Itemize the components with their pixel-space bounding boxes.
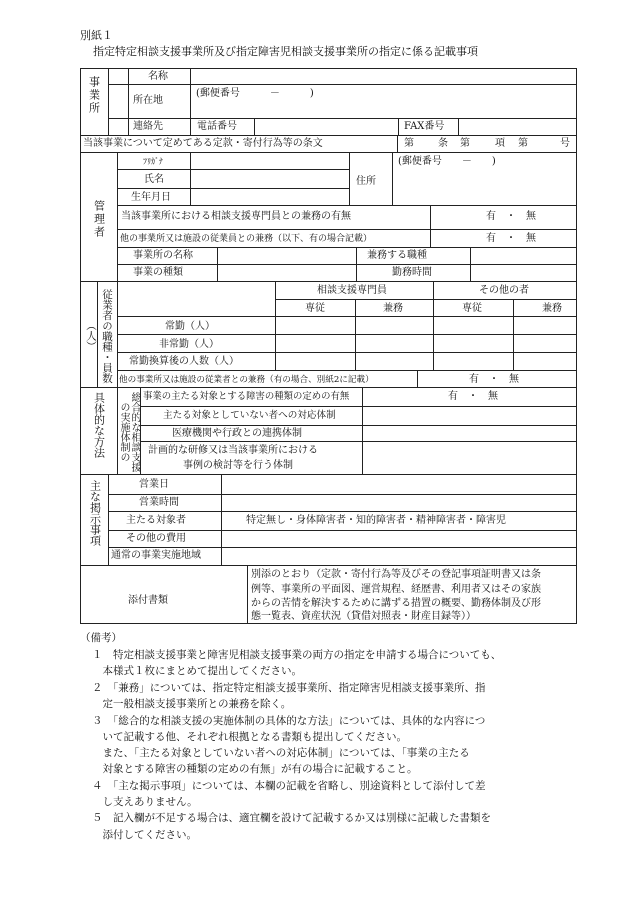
display-business-hours-label: 営業時間 [139, 497, 179, 508]
display-business-days-label: 営業日 [139, 479, 169, 490]
office-address-label: 所在地 [133, 95, 163, 106]
system-inner-label: 総合的な相談支援の実施体制の [118, 392, 140, 472]
office-fax-label: FAX番号 [404, 121, 445, 132]
display-area-label: 通常の事業実施地域 [111, 550, 201, 561]
articles-dai1: 第 [404, 138, 414, 149]
note-line-11: ５ 記入欄が不足する場合は、適宜欄を設けて記載するか又は別様に記載した書類を [92, 812, 491, 824]
staff-section-label: 従業者の職種・員数（人） [85, 288, 113, 384]
staff-parttime-label: 非常勤（人） [159, 339, 219, 350]
system-row4-line2: 事例の検討等を行う体制 [183, 460, 293, 471]
manager-postal-code: (郵便番号 － ) [398, 156, 496, 167]
staff-specialist-header: 相談支援専門員 [317, 285, 387, 296]
note-line-8: 対象とする障害の種類の定めの有無」が有の場合に記載すること。 [92, 763, 418, 775]
manager-position-label: 兼務する職種 [367, 250, 427, 261]
manager-concurrent-other-label: 他の事業所又は施設の従業員との兼務（以下、有の場合記載） [120, 234, 373, 244]
articles-label: 当該事業について定めてある定款・寄付行為等の条文 [83, 138, 323, 149]
office-contact-label: 連絡先 [133, 121, 163, 132]
manager-name-label: 氏名 [144, 174, 164, 185]
system-row4-line1: 計画的な研修又は当該事業所における [148, 445, 318, 456]
manager-office-name-label: 事業所の名称 [133, 250, 193, 261]
staff-fte-label: 常勤換算後の人数（人） [129, 356, 239, 367]
note-line-4: 定一般相談支援事業所との兼務を除く。 [92, 698, 292, 710]
note-line-3: ２ 「兼務」については、指定特定相談支援事業所、指定障害児相談支援事業所、指 [92, 682, 486, 694]
form-title: 指定特定相談支援事業所及び指定障害児相談支援事業所の指定に係る記載事項 [93, 45, 478, 58]
staff-other-header: その他の者 [479, 285, 529, 296]
attachment-line-2: 例等、事業所の平面図、運営規程、経歴書、利用者又はその家族 [251, 583, 541, 595]
manager-hours-label: 勤務時間 [392, 267, 432, 278]
display-main-target-value: 特定無し・身体障害者・知的障害者・精神障害者・障害児 [246, 515, 506, 526]
note-line-9: ４ 「主な掲示事項」については、本欄の記載を省略し、別途資料として添付して差 [92, 780, 486, 792]
manager-address-label: 住所 [356, 176, 376, 187]
manager-birthdate-label: 生年月日 [131, 192, 171, 203]
staff-specialist-concurrent: 兼務 [383, 303, 403, 314]
annex-label: 別紙１ [80, 29, 113, 42]
manager-concurrent-specialist-label: 当該事業所における相談支援専門員との兼務の有無 [121, 211, 351, 222]
system-row2-label: 主たる対象としていない者への対応体制 [163, 410, 336, 421]
staff-other-facility-choice: 有 ・ 無 [469, 374, 519, 385]
office-section-label: 事業所 [87, 76, 101, 115]
display-section-label: 主な掲示事項 [88, 480, 102, 546]
manager-section-label: 管理者 [92, 200, 106, 239]
note-line-7: また、「主たる対象としていない者への対応体制」については、「事業の主たる [92, 747, 470, 759]
articles-jou: 条 [438, 138, 448, 149]
system-row1-choice: 有 ・ 無 [448, 391, 498, 402]
office-phone-label: 電話番号 [197, 121, 237, 132]
staff-other-concurrent: 兼務 [542, 303, 562, 314]
display-main-target-label: 主たる対象者 [126, 515, 186, 526]
articles-kou: 項 [495, 138, 505, 149]
manager-furigana-label: ﾌﾘｶﾞﾅ [143, 157, 163, 166]
system-outer-label: 具体的な方法 [92, 392, 106, 458]
note-line-10: し支えありません。 [92, 796, 198, 808]
staff-specialist-exclusive: 専従 [305, 303, 325, 314]
attachment-line-1: 別添のとおり（定款・寄付行為等及びその登記事項証明書又は条 [251, 569, 541, 580]
articles-dai3: 第 [518, 138, 528, 149]
display-other-costs-label: その他の費用 [126, 533, 186, 544]
note-line-1: １ 特定相談支援事業と障害児相談支援事業の両方の指定を申請する場合についても、 [92, 649, 502, 661]
note-line-2: 本様式１枚にまとめて提出してください。 [92, 665, 302, 677]
attachment-line-3: からの苦情を解決するために講ずる措置の概要、勤務体制及び形 [251, 598, 541, 609]
notes-heading: （備考） [80, 632, 122, 644]
manager-business-type-label: 事業の種類 [133, 267, 183, 278]
note-line-6: いて記載する他、それぞれ根拠となる書類も提出してください。 [92, 731, 407, 743]
staff-other-exclusive: 専従 [462, 303, 482, 314]
system-row3-label: 医療機関や行政との連携体制 [172, 428, 302, 439]
manager-concurrent-specialist-choice: 有 ・ 無 [486, 211, 536, 222]
note-line-12: 添付してください。 [92, 829, 197, 841]
staff-other-facility-label: 他の事業所又は施設の従業者との兼務（有の場合、別紙2に記載） [119, 375, 374, 385]
note-line-5: ３ 「総合的な相談支援の実施体制の具体的な方法」については、具体的な内容につ [92, 715, 486, 727]
attachment-label: 添付書類 [128, 595, 168, 606]
attachment-line-4: 態一覧表、資産状況（貸借対照表・財産目録等）） [251, 611, 476, 622]
articles-dai2: 第 [460, 138, 470, 149]
staff-fulltime-label: 常勤（人） [165, 321, 215, 332]
office-name-label: 名称 [148, 71, 168, 82]
system-row1-label: 事業の主たる対象とする障害の種類の定めの有無 [143, 391, 350, 402]
articles-gou: 号 [560, 138, 570, 149]
office-postal-code: (郵便番号 － ) [196, 88, 314, 99]
manager-concurrent-other-choice: 有 ・ 無 [486, 233, 536, 244]
